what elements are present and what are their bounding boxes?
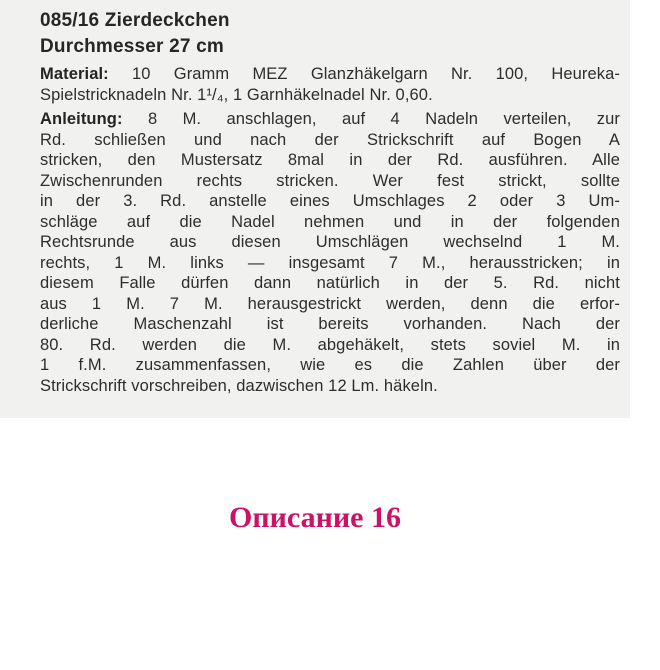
instructions-label: Anleitung: (40, 110, 123, 128)
instructions-text: 8 M. anschlagen, auf 4 Nadeln verteilen, zur (122, 110, 620, 128)
pattern-title: 085/16 Zierdeckchen (40, 10, 230, 31)
pattern-description (40, 8, 620, 396)
instructions-line: Strickschrift vorschreiben, dazwischen 12 Lm. häkeln. (40, 376, 438, 395)
instructions-line: stricken, den Mustersatz 8mal in der Rd. ausführen. Alle (40, 151, 620, 169)
instructions-line: schläge auf die Nadel nehmen und in der folgenden (40, 212, 620, 231)
caption-title: Описание 16 (229, 501, 401, 534)
instructions-line: derliche Maschenzahl ist bereits vorhanden. Nach der (40, 315, 620, 333)
instructions-line (40, 109, 620, 130)
instructions-line: 80. Rd. werden die M. abgehäkelt, stets soviel M. in (40, 335, 620, 354)
instructions-line: 1 f.M. zusammenfassen, wie es die Zahlen über der (40, 356, 620, 374)
material-text: 10 Gramm MEZ Glanzhäkelgarn Nr. 100, Heureka- (108, 65, 620, 83)
material-line: Spielstricknadeln Nr. 1¹/₄, 1 Garnhäkelnadel Nr. 0,60. (40, 85, 433, 104)
material-line (40, 64, 620, 85)
material-label: Material: (40, 65, 109, 83)
instructions-paragraph (40, 109, 620, 396)
instructions-line: Zwischenrunden rechts stricken. Wer fest strickt, sollte (40, 171, 620, 190)
material-paragraph (40, 64, 620, 105)
pattern-diameter: Durchmesser 27 cm (40, 36, 225, 57)
instructions-line: diesem Falle dürfen dann natürlich in der 5. Rd. nicht (40, 274, 620, 292)
instructions-line: rechts, 1 M. links — insgesamt 7 M., herausstricken; in (40, 253, 620, 272)
instructions-line: aus 1 M. 7 M. herausgestrickt werden, denn die erfor- (40, 294, 620, 313)
instructions-line: in der 3. Rd. anstelle eines Umschlages 2 oder 3 Um- (40, 192, 620, 210)
instructions-line: Rechtsrunde aus diesen Umschlägen wechselnd 1 M. (40, 233, 620, 251)
instructions-line: Rd. schließen und nach der Strickschrift auf Bogen A (40, 130, 620, 149)
